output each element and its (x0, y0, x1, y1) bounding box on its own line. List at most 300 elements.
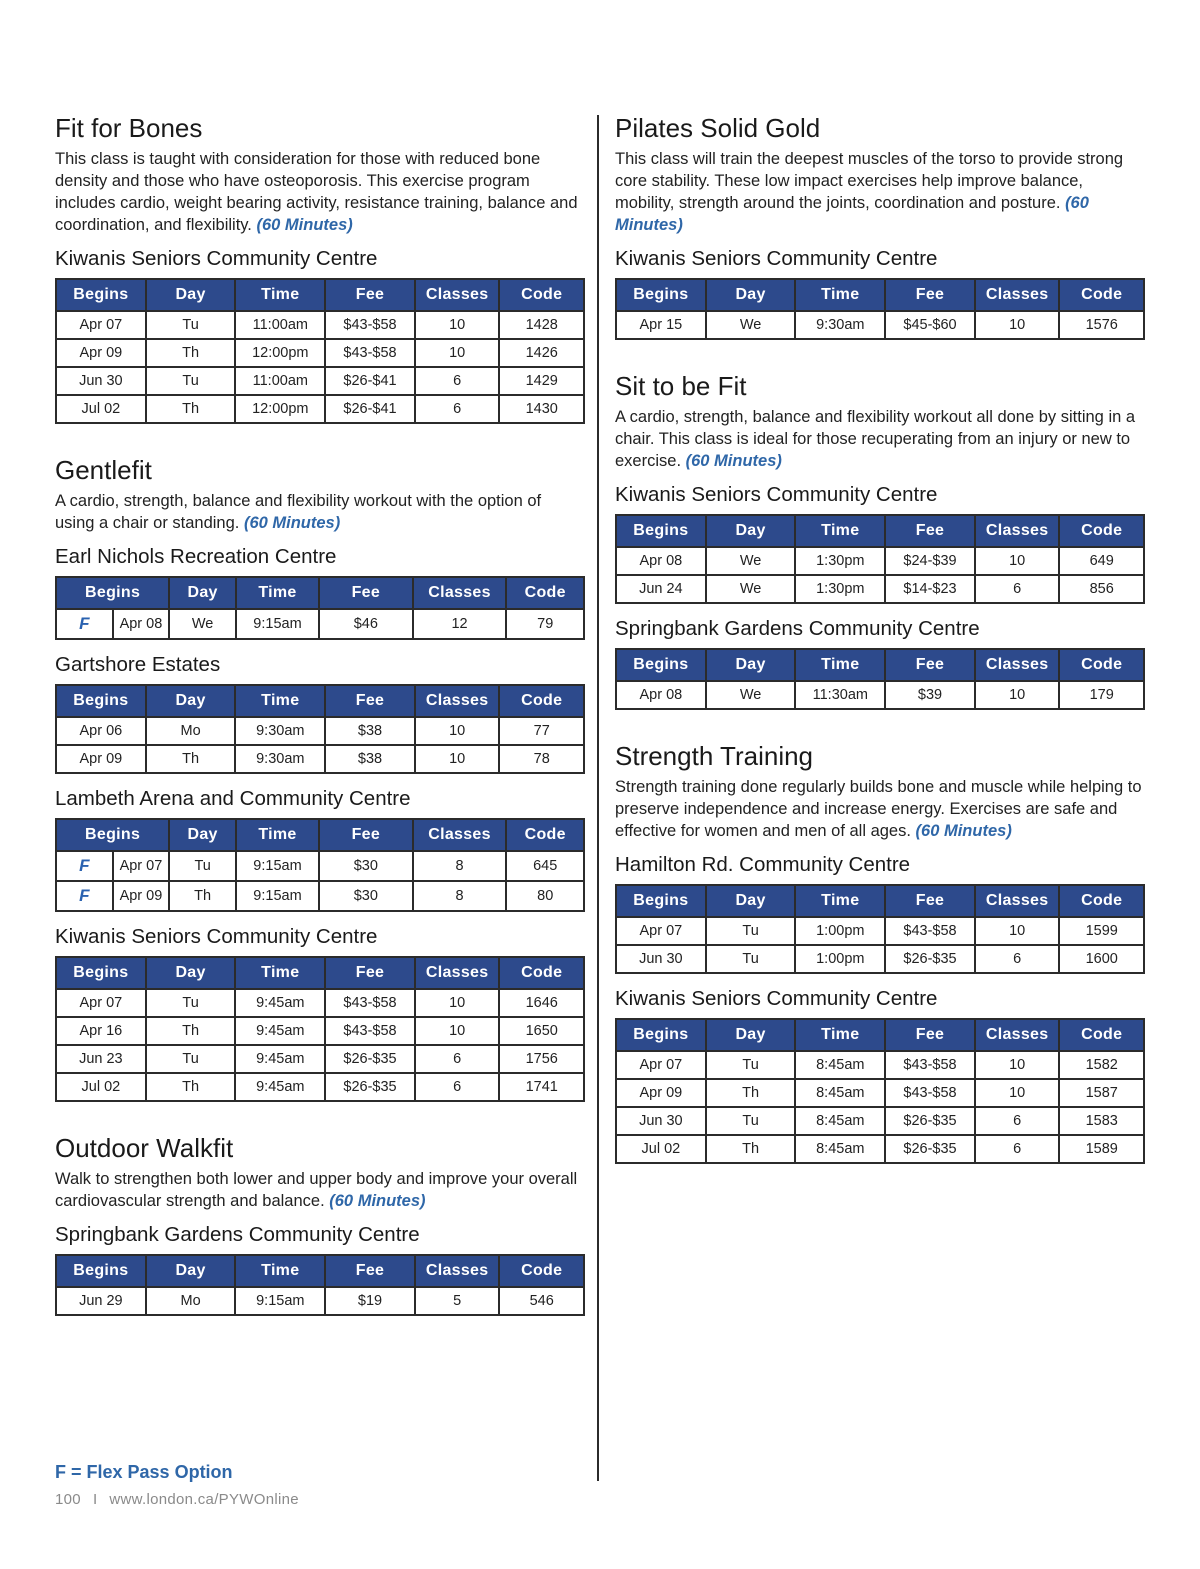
cell-fee: $14-$23 (885, 575, 975, 603)
cell-classes: 10 (975, 311, 1060, 339)
cell-time: 1:30pm (795, 547, 885, 575)
venue-name: Kiwanis Seniors Community Centre (55, 925, 378, 948)
table-row (616, 311, 1144, 339)
cell-classes: 6 (415, 395, 500, 423)
cell-time: 11:00am (235, 311, 325, 339)
cell-time: 9:30am (235, 745, 325, 773)
table-row (616, 547, 1144, 575)
class-duration: (60 Minutes) (915, 822, 1012, 840)
cell-day: Tu (146, 367, 236, 395)
column-header-classes: Classes (975, 885, 1060, 917)
cell-code: 77 (499, 717, 584, 745)
cell-classes: 6 (975, 575, 1060, 603)
class-description (55, 148, 585, 236)
table-row (56, 1287, 584, 1315)
cell-fee: $26-$35 (885, 1135, 975, 1163)
cell-code: 78 (499, 745, 584, 773)
left-column (55, 112, 585, 1346)
table-row (616, 917, 1144, 945)
cell-time: 9:45am (235, 1017, 325, 1045)
schedule-table (615, 514, 1145, 604)
cell-classes: 10 (975, 1051, 1060, 1079)
table-row (56, 851, 584, 881)
column-header-fee: Fee (885, 649, 975, 681)
column-header-code: Code (1059, 279, 1144, 311)
cell-classes: 10 (415, 745, 500, 773)
cell-time: 9:15am (235, 1287, 325, 1315)
table-row (56, 311, 584, 339)
cell-begins: Apr 15 (616, 311, 706, 339)
cell-classes: 10 (415, 717, 500, 745)
class-title: Outdoor Walkfit (55, 1133, 234, 1163)
column-divider (597, 115, 599, 1481)
cell-classes: 8 (413, 851, 507, 881)
column-header-code: Code (506, 577, 584, 609)
page-footer (55, 1491, 299, 1508)
column-header-time: Time (235, 957, 325, 989)
cell-begins: Apr 09 (616, 1079, 706, 1107)
cell-fee: $43-$58 (885, 1079, 975, 1107)
column-header-classes: Classes (415, 279, 500, 311)
table-row (616, 575, 1144, 603)
column-header-fee: Fee (885, 515, 975, 547)
column-header-code: Code (1059, 1019, 1144, 1051)
class-title: Fit for Bones (55, 113, 203, 143)
cell-fee: $30 (319, 881, 413, 911)
cell-fee: $26-$35 (325, 1073, 415, 1101)
cell-classes: 10 (415, 989, 500, 1017)
cell-begins: Jun 30 (616, 1107, 706, 1135)
table-row (56, 1017, 584, 1045)
column-header-begins: Begins (616, 885, 706, 917)
class-section-outdoor-walkfit (55, 1132, 585, 1316)
cell-day: Mo (146, 1287, 236, 1315)
cell-classes: 10 (415, 1017, 500, 1045)
column-header-begins: Begins (56, 279, 146, 311)
table-header-row (616, 1019, 1144, 1051)
column-header-day: Day (146, 1255, 236, 1287)
cell-begins: Apr 09 (56, 339, 146, 367)
cell-fee: $30 (319, 851, 413, 881)
column-header-day: Day (146, 957, 236, 989)
venue-name: Kiwanis Seniors Community Centre (55, 247, 378, 270)
schedule-table (55, 818, 585, 912)
column-header-day: Day (169, 819, 236, 851)
column-header-code: Code (499, 685, 584, 717)
cell-fee: $43-$58 (325, 311, 415, 339)
column-header-time: Time (236, 819, 319, 851)
cell-code: 1428 (499, 311, 584, 339)
cell-fee: $38 (325, 717, 415, 745)
cell-fee: $43-$58 (325, 1017, 415, 1045)
cell-code: 1582 (1059, 1051, 1144, 1079)
cell-day: Tu (706, 917, 796, 945)
cell-classes: 6 (415, 367, 500, 395)
column-header-time: Time (795, 649, 885, 681)
column-header-day: Day (706, 1019, 796, 1051)
cell-day: Tu (706, 945, 796, 973)
table-row (56, 1045, 584, 1073)
description-text: This class is taught with consideration for those with reduced bone density and those who have osteoporosis. This exercise program includes cardio, weight bearing activity, resistance training, balance and coordination, and flexibility. (55, 150, 578, 234)
column-header-code: Code (1059, 885, 1144, 917)
venue-name: Kiwanis Seniors Community Centre (615, 247, 938, 270)
column-header-time: Time (235, 1255, 325, 1287)
cell-time: 8:45am (795, 1079, 885, 1107)
table-header-row (616, 515, 1144, 547)
column-header-fee: Fee (885, 1019, 975, 1051)
column-header-code: Code (506, 819, 584, 851)
cell-day: Th (169, 881, 236, 911)
column-header-classes: Classes (975, 279, 1060, 311)
cell-code: 1756 (499, 1045, 584, 1073)
table-row (616, 681, 1144, 709)
column-header-begins: Begins (56, 1255, 146, 1287)
class-duration: (60 Minutes) (256, 216, 353, 234)
venue-name: Hamilton Rd. Community Centre (615, 853, 911, 876)
cell-time: 9:15am (236, 851, 319, 881)
cell-classes: 12 (413, 609, 507, 639)
column-header-classes: Classes (415, 685, 500, 717)
cell-fee: $24-$39 (885, 547, 975, 575)
cell-classes: 10 (975, 681, 1060, 709)
cell-begins: Apr 07 (56, 311, 146, 339)
cell-begins: Jun 24 (616, 575, 706, 603)
cell-day: Th (146, 1017, 236, 1045)
cell-code: 1646 (499, 989, 584, 1017)
cell-begins: Jun 29 (56, 1287, 146, 1315)
cell-code: 1600 (1059, 945, 1144, 973)
cell-code: 645 (506, 851, 584, 881)
cell-begins: Jun 23 (56, 1045, 146, 1073)
cell-fee: $46 (319, 609, 413, 639)
column-header-code: Code (1059, 515, 1144, 547)
column-header-fee: Fee (319, 577, 413, 609)
column-header-fee: Fee (325, 685, 415, 717)
table-row (56, 1073, 584, 1101)
description-text: Walk to strengthen both lower and upper body and improve your overall cardiovascular strength and balance. (55, 1170, 578, 1210)
flex-pass-legend: F = Flex Pass Option (55, 1462, 233, 1482)
cell-begins: Apr 06 (56, 717, 146, 745)
cell-day: Tu (146, 989, 236, 1017)
cell-day: Tu (706, 1107, 796, 1135)
table-row (56, 609, 584, 639)
table-header-row (56, 279, 584, 311)
cell-begins: Jul 02 (56, 395, 146, 423)
column-header-fee: Fee (319, 819, 413, 851)
description-text: A cardio, strength, balance and flexibility workout all done by sitting in a chair. This class is ideal for those recuperating from an injury or new to exercise. (615, 408, 1136, 470)
table-row (56, 395, 584, 423)
cell-classes: 6 (975, 1107, 1060, 1135)
cell-code: 1650 (499, 1017, 584, 1045)
table-header-row (616, 885, 1144, 917)
cell-day: Tu (146, 311, 236, 339)
column-header-code: Code (1059, 649, 1144, 681)
right-column (615, 112, 1145, 1194)
cell-fee: $43-$58 (885, 1051, 975, 1079)
cell-day: Tu (169, 851, 236, 881)
cell-day: We (169, 609, 236, 639)
cell-code: 1430 (499, 395, 584, 423)
column-header-day: Day (146, 685, 236, 717)
cell-begins: Apr 07 (56, 989, 146, 1017)
class-description (615, 148, 1145, 236)
cell-begins: Jun 30 (616, 945, 706, 973)
class-section-gentlefit (55, 454, 585, 1102)
cell-begins: Apr 08 (113, 609, 170, 639)
column-header-begins: Begins (56, 685, 146, 717)
cell-day: Th (146, 339, 236, 367)
cell-classes: 10 (975, 1079, 1060, 1107)
cell-fee: $26-$35 (885, 1107, 975, 1135)
table-header-row (56, 685, 584, 717)
cell-day: Tu (146, 1045, 236, 1073)
schedule-table (615, 648, 1145, 710)
column-header-day: Day (706, 649, 796, 681)
column-header-time: Time (236, 577, 319, 609)
column-header-day: Day (706, 279, 796, 311)
venue-name: Lambeth Arena and Community Centre (55, 787, 411, 810)
table-row (616, 1051, 1144, 1079)
venue-name: Kiwanis Seniors Community Centre (615, 987, 938, 1010)
cell-fee: $26-$41 (325, 367, 415, 395)
cell-begins: Apr 07 (616, 917, 706, 945)
column-header-fee: Fee (885, 279, 975, 311)
class-duration: (60 Minutes) (243, 514, 341, 532)
cell-fee: $43-$58 (325, 989, 415, 1017)
column-header-time: Time (235, 685, 325, 717)
venue-name: Springbank Gardens Community Centre (615, 617, 980, 640)
cell-time: 9:15am (236, 609, 319, 639)
cell-code: 1429 (499, 367, 584, 395)
table-row (56, 717, 584, 745)
venue-name: Kiwanis Seniors Community Centre (615, 483, 938, 506)
class-section-pilates-solid-gold (615, 112, 1145, 340)
cell-time: 11:00am (235, 367, 325, 395)
column-header-classes: Classes (413, 577, 507, 609)
cell-begins: Jul 02 (56, 1073, 146, 1101)
cell-code: 1576 (1059, 311, 1144, 339)
column-header-time: Time (235, 279, 325, 311)
cell-begins: Apr 07 (113, 851, 170, 881)
class-duration: (60 Minutes) (685, 452, 782, 470)
flex-pass-marker: F (79, 614, 90, 633)
schedule-table (55, 576, 585, 640)
cell-code: 1589 (1059, 1135, 1144, 1163)
cell-begins: Jul 02 (616, 1135, 706, 1163)
cell-code: 856 (1059, 575, 1144, 603)
cell-classes: 8 (413, 881, 507, 911)
column-header-code: Code (499, 1255, 584, 1287)
cell-classes: 6 (975, 945, 1060, 973)
class-section-sit-to-be-fit (615, 370, 1145, 710)
column-header-code: Code (499, 957, 584, 989)
schedule-table (55, 278, 585, 424)
cell-day: We (706, 681, 796, 709)
column-header-classes: Classes (415, 957, 500, 989)
cell-time: 9:45am (235, 1073, 325, 1101)
table-row (56, 339, 584, 367)
column-header-fee: Fee (885, 885, 975, 917)
column-header-time: Time (795, 515, 885, 547)
column-header-classes: Classes (975, 1019, 1060, 1051)
table-header-row (56, 957, 584, 989)
cell-fee: $26-$41 (325, 395, 415, 423)
cell-code: 546 (499, 1287, 584, 1315)
cell-day: Th (706, 1079, 796, 1107)
column-header-time: Time (795, 1019, 885, 1051)
schedule-table (615, 884, 1145, 974)
class-description (55, 1168, 585, 1212)
cell-day: We (706, 575, 796, 603)
column-header-begins: Begins (56, 577, 169, 609)
cell-code: 79 (506, 609, 584, 639)
description-text: This class will train the deepest muscles of the torso to provide strong core stability. These low impact exercises help improve balance, mobility, strength around the joints, coordination and posture. (615, 150, 1124, 212)
column-header-fee: Fee (325, 1255, 415, 1287)
class-duration: (60 Minutes) (615, 194, 1089, 234)
cell-time: 12:00pm (235, 339, 325, 367)
schedule-table (55, 956, 585, 1102)
cell-classes: 6 (415, 1073, 500, 1101)
schedule-table (615, 278, 1145, 340)
cell-classes: 6 (975, 1135, 1060, 1163)
cell-day: Th (146, 745, 236, 773)
cell-time: 9:45am (235, 1045, 325, 1073)
cell-fee: $38 (325, 745, 415, 773)
cell-time: 8:45am (795, 1107, 885, 1135)
column-header-begins: Begins (616, 279, 706, 311)
table-row (616, 945, 1144, 973)
column-header-classes: Classes (975, 649, 1060, 681)
column-header-day: Day (169, 577, 236, 609)
class-title: Strength Training (615, 741, 814, 771)
cell-time: 9:15am (236, 881, 319, 911)
class-title: Pilates Solid Gold (615, 113, 821, 143)
column-header-fee: Fee (325, 957, 415, 989)
cell-code: 1426 (499, 339, 584, 367)
flex-pass-cell (56, 609, 113, 639)
column-header-day: Day (146, 279, 236, 311)
cell-time: 8:45am (795, 1135, 885, 1163)
cell-time: 1:00pm (795, 917, 885, 945)
class-description (615, 406, 1145, 472)
cell-code: 179 (1059, 681, 1144, 709)
cell-begins: Apr 08 (616, 681, 706, 709)
class-section-fit-for-bones (55, 112, 585, 424)
column-header-classes: Classes (415, 1255, 500, 1287)
cell-code: 1599 (1059, 917, 1144, 945)
flex-pass-cell (56, 851, 113, 881)
cell-day: Tu (706, 1051, 796, 1079)
description-text: Strength training done regularly builds bone and muscle while helping to preserve independence and increase energy. Exercises are safe and effective for women and men of all ages. (615, 778, 1142, 840)
cell-classes: 10 (415, 339, 500, 367)
venue-name: Earl Nichols Recreation Centre (55, 545, 337, 568)
cell-code: 1583 (1059, 1107, 1144, 1135)
cell-time: 9:30am (795, 311, 885, 339)
cell-day: Th (146, 395, 236, 423)
cell-day: We (706, 547, 796, 575)
column-header-begins: Begins (56, 819, 169, 851)
venue-name: Gartshore Estates (55, 653, 221, 676)
cell-fee: $39 (885, 681, 975, 709)
table-row (56, 881, 584, 911)
column-header-begins: Begins (56, 957, 146, 989)
table-header-row (56, 819, 584, 851)
cell-code: 1741 (499, 1073, 584, 1101)
schedule-table (55, 1254, 585, 1316)
schedule-table (615, 1018, 1145, 1164)
table-row (56, 745, 584, 773)
cell-time: 12:00pm (235, 395, 325, 423)
cell-begins: Apr 08 (616, 547, 706, 575)
cell-fee: $43-$58 (885, 917, 975, 945)
cell-fee: $19 (325, 1287, 415, 1315)
class-title: Sit to be Fit (615, 371, 747, 401)
page-number: 100 (55, 1491, 81, 1508)
column-header-day: Day (706, 885, 796, 917)
table-row (616, 1079, 1144, 1107)
venue-name: Springbank Gardens Community Centre (55, 1223, 420, 1246)
cell-fee: $26-$35 (885, 945, 975, 973)
table-row (56, 989, 584, 1017)
description-text: A cardio, strength, balance and flexibility workout with the option of using a chair or standing. (55, 492, 542, 532)
flex-pass-marker: F (79, 886, 90, 905)
cell-begins: Apr 09 (56, 745, 146, 773)
column-header-begins: Begins (616, 1019, 706, 1051)
flex-pass-cell (56, 881, 113, 911)
class-duration: (60 Minutes) (329, 1192, 426, 1210)
column-header-time: Time (795, 279, 885, 311)
cell-day: Th (706, 1135, 796, 1163)
class-section-strength-training (615, 740, 1145, 1164)
cell-classes: 5 (415, 1287, 500, 1315)
cell-code: 80 (506, 881, 584, 911)
cell-code: 649 (1059, 547, 1144, 575)
table-row (616, 1107, 1144, 1135)
table-row (616, 1135, 1144, 1163)
cell-day: Th (146, 1073, 236, 1101)
cell-time: 1:00pm (795, 945, 885, 973)
class-description (615, 776, 1145, 842)
footer-separator: I (92, 1491, 98, 1508)
flex-pass-marker: F (79, 856, 90, 875)
table-header-row (616, 279, 1144, 311)
cell-day: Mo (146, 717, 236, 745)
cell-classes: 10 (975, 547, 1060, 575)
column-header-begins: Begins (616, 515, 706, 547)
cell-begins: Apr 07 (616, 1051, 706, 1079)
column-header-code: Code (499, 279, 584, 311)
cell-time: 11:30am (795, 681, 885, 709)
cell-code: 1587 (1059, 1079, 1144, 1107)
footer-url[interactable]: www.london.ca/PYWOnline (109, 1491, 299, 1508)
table-header-row (56, 577, 584, 609)
column-header-begins: Begins (616, 649, 706, 681)
table-header-row (56, 1255, 584, 1287)
column-header-day: Day (706, 515, 796, 547)
cell-classes: 10 (975, 917, 1060, 945)
cell-fee: $45-$60 (885, 311, 975, 339)
cell-begins: Apr 16 (56, 1017, 146, 1045)
cell-fee: $26-$35 (325, 1045, 415, 1073)
cell-begins: Apr 09 (113, 881, 170, 911)
table-header-row (616, 649, 1144, 681)
column-header-classes: Classes (413, 819, 507, 851)
cell-time: 9:30am (235, 717, 325, 745)
cell-day: We (706, 311, 796, 339)
table-row (56, 367, 584, 395)
column-header-time: Time (795, 885, 885, 917)
cell-time: 8:45am (795, 1051, 885, 1079)
